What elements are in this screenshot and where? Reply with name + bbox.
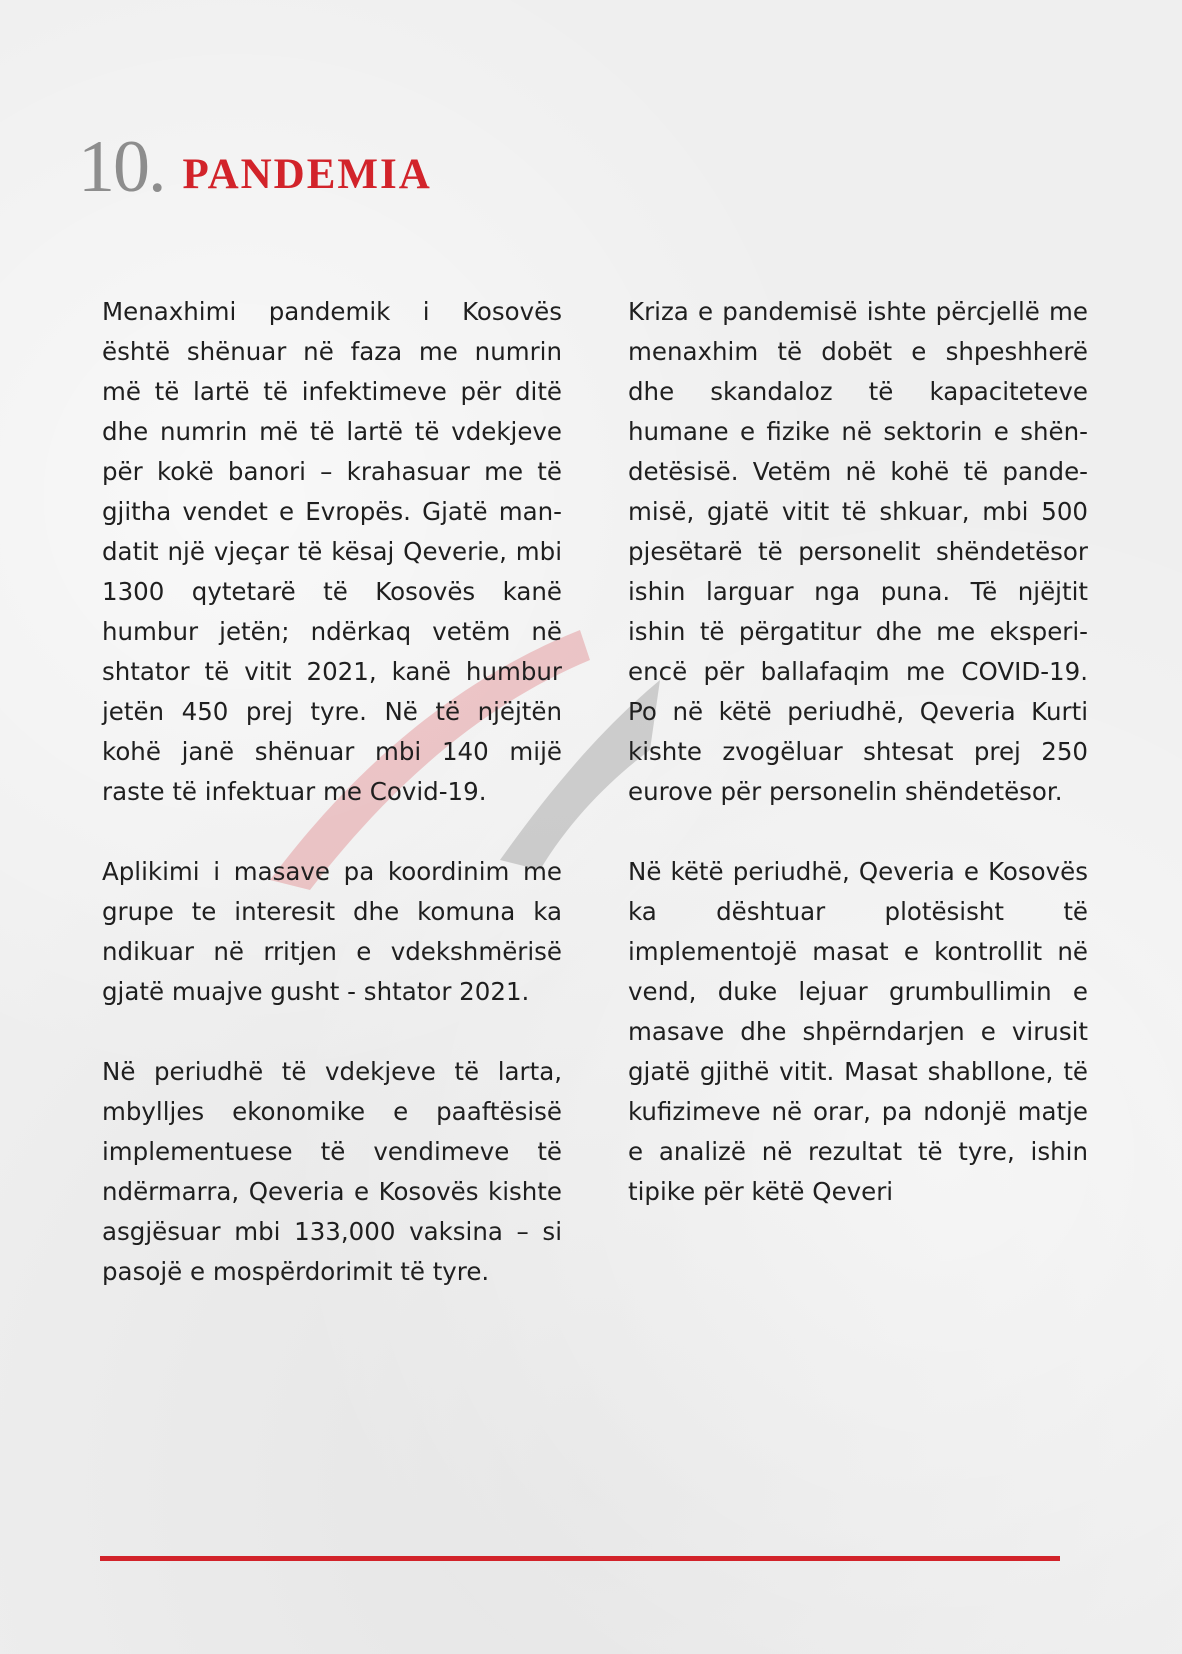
- section-title: PANDEMIA: [182, 151, 432, 198]
- section-number: 10.: [78, 126, 165, 208]
- left-paragraph-1: Menaxhimi pandemik i Kosovës është shënuar në faza me numrin më të lartë të infektimeve për ditë dhe numrin më të lartë të vdekjeve për kokë banori – krahasuar me të gjitha vendet e Evropës. Gjatë mandatit një vjeçar të kësaj Qeverie, mbi 1300 qytetarë të Kosovës kanë humbur jetën; ndërkaq vetëm në shtator të vitit 2021, kanë humbur jetën 450 prej tyre. Në të njëjtën kohë janë shënuar mbi 140 mijë raste të infektuar me Covid-19.: [102, 297, 562, 806]
- footer-divider: [100, 1556, 1060, 1561]
- right-column: [628, 292, 1088, 1252]
- left-column: [102, 292, 562, 1332]
- right-paragraph-1: Kriza e pandemisë ishte përcjellë me menaxhim të dobët e shpeshherë dhe skandaloz të kapaciteteve humane e fizike në sektorin e shëndetësisë. Vetëm në kohë të pandemisë, gjatë vitit të shkuar, mbi 500 pjesëtarë të personelit shëndetësor ishin larguar nga puna. Të njëjtit ishin të përgatitur dhe me eksperiencë për ballafaqim me COVID-19. Po në këtë periudhë, Qeveria Kurti kishte zvogëluar shtesat prej 250 eurove për personelin shëndetësor.: [628, 297, 1088, 806]
- left-paragraph-3: Në periudhë të vdekjeve të larta, mbylljes ekonomike e paaftësisë implementuese të vendimeve të ndërmarra, Qeveria e Kosovës kishte asgjësuar mbi 133,000 vaksina – si pasojë e mospërdorimit të tyre.: [102, 1057, 562, 1286]
- right-paragraph-2: Në këtë periudhë, Qeveria e Kosovës ka dështuar plotësisht të implementojë masat e kontrollit në vend, duke lejuar grumbullimin e masave dhe shpërndarjen e virusit gjatë gjithë vitit. Masat shabllone, të kufizimeve në orar, pa ndonjë matje e analizë në rezultat të tyre, ishin tipike për këtë Qeveri: [628, 857, 1088, 1206]
- section-heading: [78, 126, 432, 208]
- left-paragraph-2: Aplikimi i masave pa koordinim me grupe te interesit dhe komuna ka ndikuar në rritjen e vdekshmërisë gjatë muajve gusht - shtator 2021.: [102, 857, 562, 1006]
